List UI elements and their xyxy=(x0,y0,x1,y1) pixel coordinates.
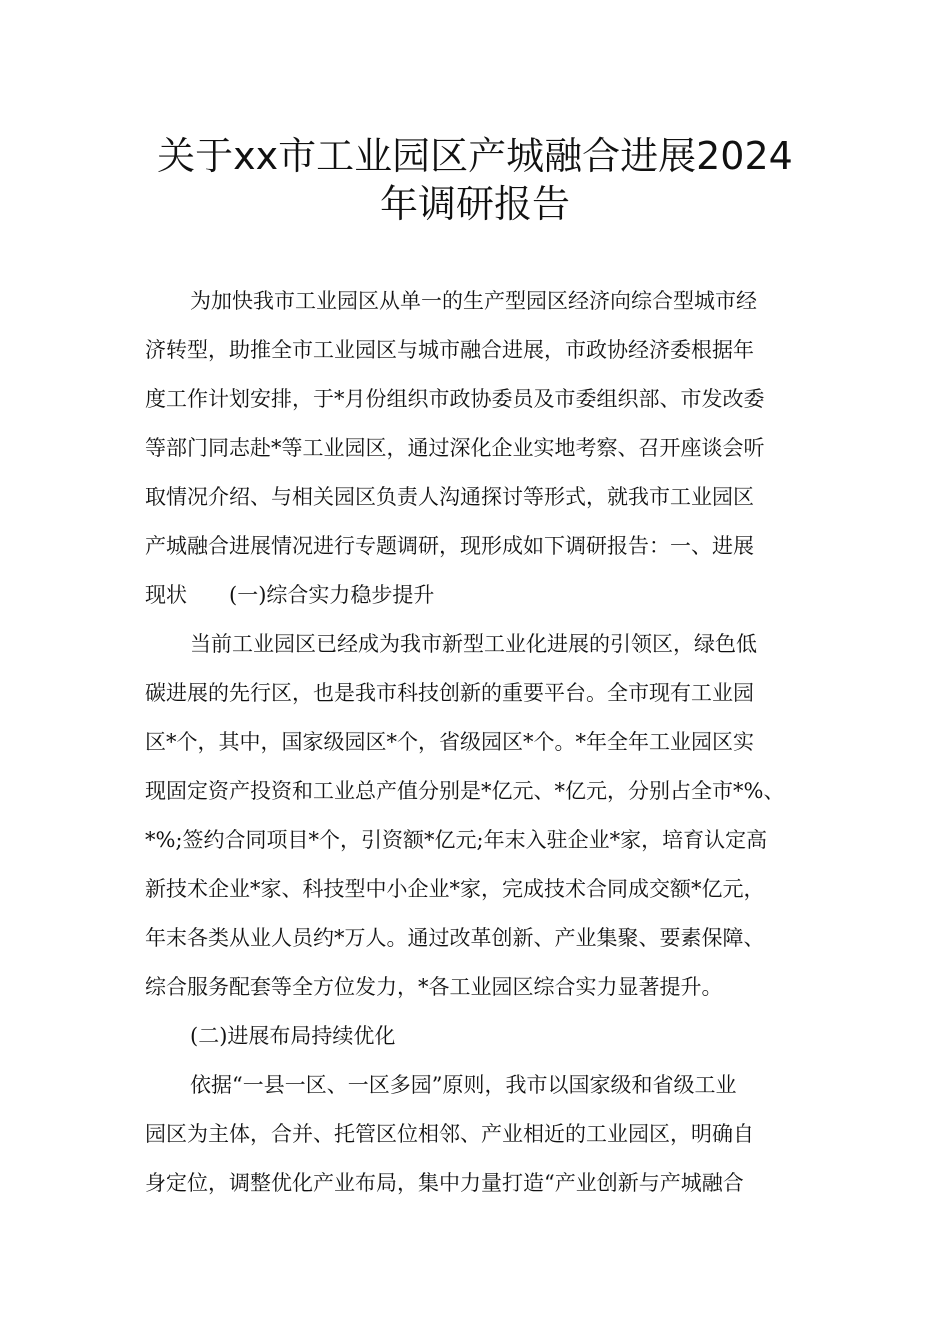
body-line-18: 园区为主体，合并、托管区位相邻、产业相近的工业园区，明确自 xyxy=(145,1122,754,1146)
body-line-12: *%;签约合同项目*个，引资额*亿元;年末入驻企业*家，培育认定高 xyxy=(145,828,768,852)
document-title-line-2: 年调研报告 xyxy=(379,182,570,226)
body-line-13: 新技术企业*家、科技型中小企业*家，完成技术合同成交额*亿元， xyxy=(145,877,765,901)
body-line-7: 现状 (一)综合实力稳步提升 xyxy=(145,583,435,607)
body-line-6: 产城融合进展情况进行专题调研，现形成如下调研报告：一、进展 xyxy=(145,534,754,558)
body-line-5: 取情况介绍、与相关园区负责人沟通探讨等形式，就我市工业园区 xyxy=(145,485,754,509)
document-title-line-1: 关于xx市工业园区产城融合进展2024 xyxy=(157,134,793,178)
section-heading-2: (二)进展布局持续优化 xyxy=(190,1024,396,1048)
body-line-17: 依据“一县一区、一区多园”原则，我市以国家级和省级工业 xyxy=(190,1073,737,1097)
body-line-2: 济转型，助推全市工业园区与城市融合进展，市政协经济委根据年 xyxy=(145,338,754,362)
body-line-1: 为加快我市工业园区从单一的生产型园区经济向综合型城市经 xyxy=(190,289,757,313)
body-line-8: 当前工业园区已经成为我市新型工业化进展的引领区，绿色低 xyxy=(190,632,757,656)
body-line-4: 等部门同志赴*等工业园区，通过深化企业实地考察、召开座谈会听 xyxy=(145,436,765,460)
body-line-9: 碳进展的先行区，也是我市科技创新的重要平台。全市现有工业园 xyxy=(145,681,754,705)
body-line-19: 身定位，调整优化产业布局，集中力量打造“产业创新与产城融合 xyxy=(145,1171,744,1195)
body-line-10: 区*个，其中，国家级园区*个，省级园区*个。*年全年工业园区实 xyxy=(145,730,754,754)
body-line-14: 年末各类从业人员约*万人。通过改革创新、产业集聚、要素保障、 xyxy=(145,926,765,950)
body-line-15: 综合服务配套等全方位发力，*各工业园区综合实力显著提升。 xyxy=(145,975,723,999)
body-line-3: 度工作计划安排，于*月份组织市政协委员及市委组织部、市发改委 xyxy=(145,387,765,411)
body-line-11: 现固定资产投资和工业总产值分别是*亿元、*亿元，分别占全市*%、 xyxy=(145,779,785,803)
